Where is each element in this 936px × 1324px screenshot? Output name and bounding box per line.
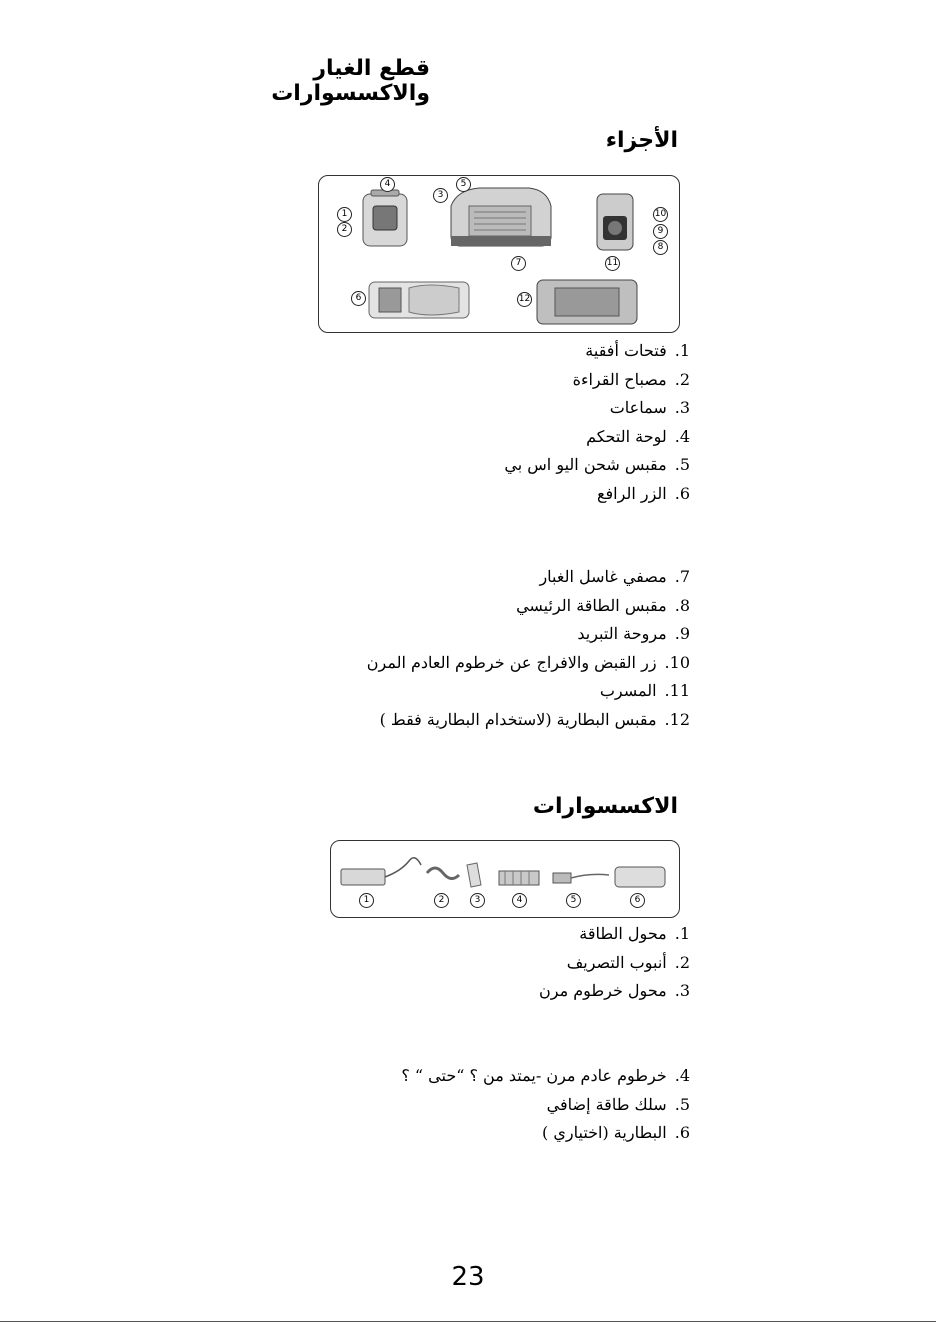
list-item: 5.سلك طاقة إضافي — [546, 1094, 690, 1114]
parts-list-2 — [367, 563, 690, 734]
list-item: 8.مقبس الطاقة الرئيسي — [516, 595, 690, 615]
page-title: قطع الغيار والاكسسوارات — [271, 56, 430, 106]
list-item: 12.مقبس البطارية (لاستخدام البطارية فقط ) — [379, 709, 690, 729]
list-item: 2.مصباح القراءة — [572, 369, 690, 389]
callout-2: 2 — [434, 893, 449, 908]
parts-heading: الأجزاء — [605, 128, 678, 153]
parts-list-1 — [504, 337, 690, 508]
callout-12: 12 — [517, 292, 532, 307]
callout-3: 3 — [433, 188, 448, 203]
parts-figure — [318, 175, 680, 333]
list-item: 3.محول خرطوم مرن — [538, 981, 690, 1000]
list-item: 4.خرطوم عادم مرن -يمتد من ؟ “حتى “ ؟ — [401, 1066, 690, 1085]
parts-illustration — [319, 176, 679, 332]
callout-8: 8 — [653, 240, 668, 255]
list-item: 2.أنبوب التصريف — [566, 952, 690, 972]
callout-5: 5 — [456, 177, 471, 192]
list-item: 1.محول الطاقة — [579, 924, 690, 943]
accessories-figure — [330, 840, 680, 918]
list-item: 4.لوحة التحكم — [586, 426, 690, 446]
list-item: 1.فتحات أفقية — [585, 341, 690, 360]
callout-9: 9 — [653, 224, 668, 239]
list-item: 3.سماعات — [609, 398, 690, 417]
list-item: 7.مصفي غاسل الغبار — [539, 567, 690, 586]
accessories-illustration — [331, 841, 679, 917]
list-item: 11.المسرب — [599, 681, 690, 700]
list-item: 10.زر القبض والافراج عن خرطوم العادم المرن — [366, 652, 690, 672]
callout-7: 7 — [511, 256, 526, 271]
callout-6: 6 — [351, 291, 366, 306]
accessories-heading: الاكسسوارات — [532, 794, 678, 819]
list-item: 6.الزر الرافع — [597, 483, 690, 503]
callout-1: 1 — [337, 207, 352, 222]
page-number: 23 — [451, 1262, 485, 1292]
callout-4: 4 — [380, 177, 395, 192]
callout-1: 1 — [359, 893, 374, 908]
accessories-list-2 — [401, 1062, 690, 1148]
list-item: 6.البطارية (اختياري ) — [542, 1123, 690, 1142]
list-item: 9.مروحة التبريد — [577, 624, 690, 643]
footer-divider — [0, 1321, 936, 1322]
callout-4: 4 — [512, 893, 527, 908]
callout-5: 5 — [566, 893, 581, 908]
accessories-list-1 — [539, 920, 690, 1006]
callout-6: 6 — [630, 893, 645, 908]
callout-3: 3 — [470, 893, 485, 908]
list-item: 5.مقبس شحن اليو اس بي — [504, 455, 690, 474]
callout-10: 10 — [653, 207, 668, 222]
callout-11: 11 — [605, 256, 620, 271]
callout-2: 2 — [337, 222, 352, 237]
